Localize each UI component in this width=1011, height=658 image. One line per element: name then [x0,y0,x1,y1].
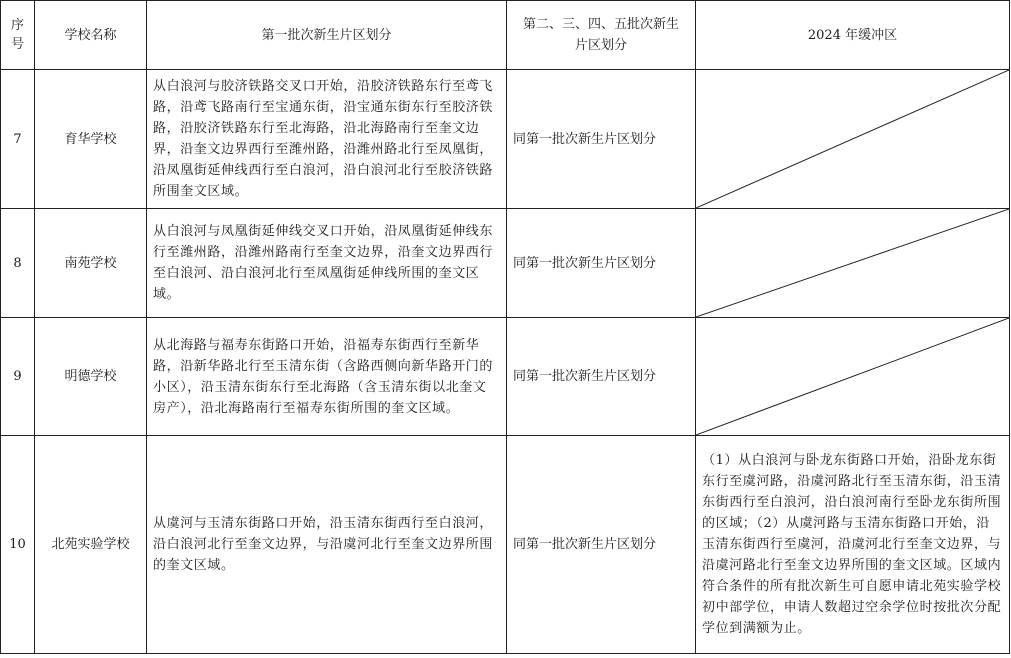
table-row [1,209,1010,318]
header-row [1,1,1010,70]
school-name: 南苑学校 [35,209,147,318]
diagonal-strike [696,70,1009,208]
first-batch-zone: 从白浪河与凤凰街延伸线交叉口开始，沿凤凰街延伸线东行至潍州路，沿潍州路南行至奎文边界，沿奎文边界西行至白浪河、沿白浪河北行至凤凰街延伸线所围的奎文区域。 [147,209,507,318]
first-batch-zone: 从白浪河与胶济铁路交叉口开始，沿胶济铁路东行至鸢飞路，沿鸢飞路南行至宝通东街，沿宝通东街东行至胶济铁路，沿胶济铁路东行至北海路，沿北海路南行至奎文边界，沿奎文边界西行至潍州路，沿潍州路北行至凤凰街，沿凤凰街延伸线西行至白浪河，沿白浪河北行至胶济铁路所围奎文区域。 [147,70,507,209]
row-number: 7 [1,70,35,209]
table-row [1,70,1010,209]
diagonal-strike [696,318,1009,435]
buffer-zone-text: （1）从白浪河与卧龙东街路口开始，沿卧龙东街东行至虞河路，沿虞河路北行至玉清东街，沿玉清东街西行至白浪河，沿白浪河南行至卧龙东街所围的区域；（2）从虞河路与玉清东街路口开始，沿玉清东街西行至虞河，沿虞河北行至奎文边界，与沿虞河路北行至奎文边界所围的奎文区域。区域内符合条件的所有批次新生可自愿申请北苑实验学校初中部学位，申请人数超过空余学位时按批次分配学位到满额为止。 [696,436,1010,654]
buffer-zone-empty [696,318,1010,436]
first-batch-zone: 从虞河与玉清东街路口开始，沿玉清东街西行至白浪河，沿白浪河北行至奎文边界，与沿虞河北行至奎文边界所围的奎文区域。 [147,436,507,654]
buffer-zone-empty [696,70,1010,209]
header-first-batch: 第一批次新生片区划分 [147,1,507,70]
header-later-batches: 第二、三、四、五批次新生片区划分 [507,1,696,70]
row-number: 9 [1,318,35,436]
later-batches-zone: 同第一批次新生片区划分 [507,209,696,318]
later-batches-zone: 同第一批次新生片区划分 [507,70,696,209]
later-batches-zone: 同第一批次新生片区划分 [507,436,696,654]
row-number: 8 [1,209,35,318]
school-name: 北苑实验学校 [35,436,147,654]
header-school-name: 学校名称 [35,1,147,70]
header-number: 序号 [1,1,35,70]
buffer-zone-empty [696,209,1010,318]
table-row [1,318,1010,436]
diagonal-strike [696,209,1009,317]
row-number: 10 [1,436,35,654]
later-batches-zone: 同第一批次新生片区划分 [507,318,696,436]
table-row [1,436,1010,654]
school-name: 育华学校 [35,70,147,209]
school-name: 明德学校 [35,318,147,436]
header-buffer-zone: 2024 年缓冲区 [696,1,1010,70]
first-batch-zone: 从北海路与福寿东街路口开始，沿福寿东街西行至新华路，沿新华路北行至玉清东街（含路西侧向新华路开门的小区），沿玉清东街东行至北海路（含玉清东街以北奎文房产），沿北海路南行至福寿东街所围的奎文区域。 [147,318,507,436]
